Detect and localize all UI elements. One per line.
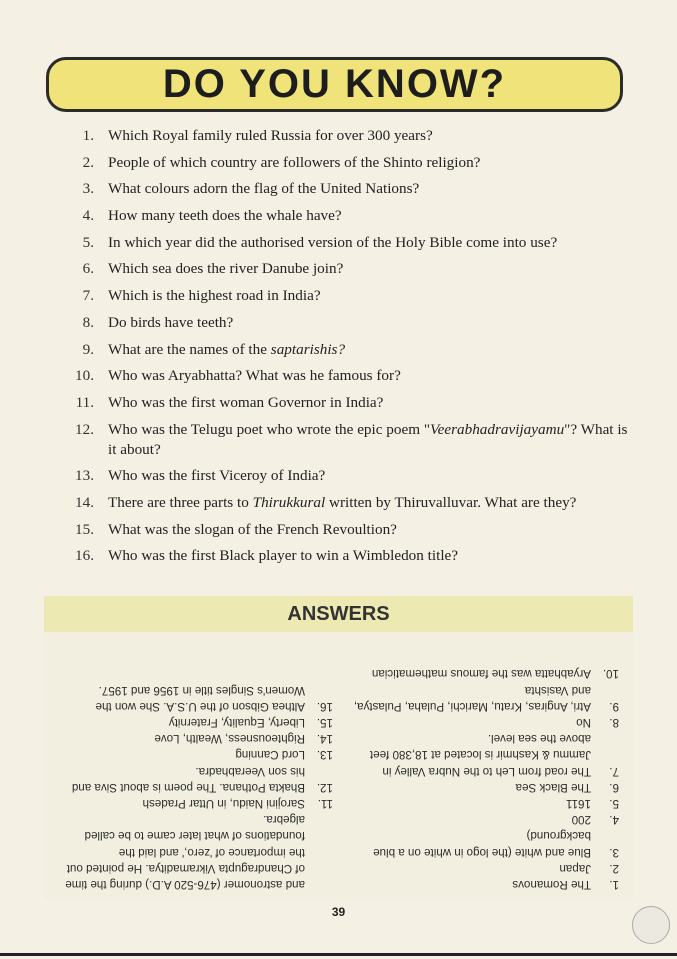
question-number: 9. <box>82 340 94 358</box>
question-text: Who was Aryabhatta? What was he famous for? <box>108 367 401 385</box>
question-text: Who was the first woman Governor in India? <box>108 393 384 411</box>
question-number: 5. <box>82 233 94 251</box>
answer-number: 16. <box>316 699 333 713</box>
question-number: 3. <box>82 180 94 198</box>
question-text: Who was the first Viceroy of India? <box>108 467 326 485</box>
answer-number: 5. <box>609 796 619 810</box>
question-text-part: written by Thiruvalluvar. What are they? <box>325 493 577 511</box>
answer-number: 14. <box>316 732 333 746</box>
question-text-part: Who was the Telugu poet who wrote the epic poem " <box>108 420 431 438</box>
question-text: Which is the highest road in India? <box>108 287 321 305</box>
answer-number: 8. <box>609 715 619 729</box>
question-item <box>60 206 630 226</box>
library-stamp-icon <box>632 906 670 944</box>
question-number: 11. <box>75 393 94 411</box>
answer-item <box>63 714 333 730</box>
question-item <box>60 153 630 173</box>
page-title: DO YOU KNOW? <box>162 62 507 106</box>
answer-item <box>63 730 333 746</box>
question-list <box>60 126 630 573</box>
answer-item <box>63 795 333 811</box>
answers-banner <box>44 596 633 632</box>
answer-item <box>349 681 619 713</box>
answer-item <box>349 779 619 795</box>
question-number: 15. <box>75 520 94 538</box>
question-text <box>108 493 630 513</box>
question-item <box>60 466 630 486</box>
answer-item <box>63 762 333 794</box>
answer-text: Althea Gibson of the U.S.A. She won the Women's Singles title in 1956 and 1957. <box>95 683 305 713</box>
answers-title: ANSWERS <box>287 602 390 625</box>
question-item <box>60 340 630 360</box>
answer-text: and astronomer (476-520 A.D.) during the time of Chandragupta Vikramaditya. He pointed out the importance of 'zero,' and laid the foundations of what later came to be called algebra. <box>65 813 305 891</box>
question-item <box>60 286 630 306</box>
question-number: 4. <box>82 207 94 225</box>
answers-upside-down <box>44 632 633 900</box>
question-item <box>60 493 630 513</box>
answer-text: Atri, Angiras, Kratu, Marichi, Pulaha, Pulastya, and Vasishta <box>353 683 591 713</box>
answer-text: Blue and white (the logo in white on a blue background) <box>373 829 591 859</box>
question-number: 13. <box>75 467 94 485</box>
question-number: 1. <box>82 127 94 144</box>
question-item <box>60 520 630 540</box>
question-text <box>108 420 630 460</box>
answer-text: Lord Canning <box>235 748 305 762</box>
bottom-divider <box>0 953 677 956</box>
question-text <box>108 340 630 360</box>
question-text: Which sea does the river Danube join? <box>108 260 344 278</box>
answer-text: Bhakta Pothana. The poem is about Siva and his son Veerabhadra. <box>71 764 305 794</box>
answer-number: 2. <box>609 861 619 875</box>
question-item <box>60 126 630 146</box>
question-item <box>60 546 630 566</box>
answer-item <box>349 860 619 876</box>
answer-text: The road from Leh to the Nubra Valley in Jammu & Kashmir is located at 18,380 feet above the sea level. <box>369 732 591 778</box>
answer-number <box>305 811 333 892</box>
answer-item <box>349 730 619 779</box>
question-number: 14. <box>75 493 94 511</box>
question-text-italic: Thirukkural <box>252 493 326 511</box>
question-number: 16. <box>75 547 94 565</box>
answers-column-right <box>63 681 333 892</box>
answer-text: 1611 <box>566 796 591 810</box>
question-text: Who was the first Black player to win a Wimbledon title? <box>108 547 459 565</box>
answer-number: 3. <box>609 845 619 859</box>
answer-number: 1. <box>609 878 619 891</box>
question-number: 10. <box>75 367 94 385</box>
answer-text: The Romanovs <box>512 878 591 891</box>
answer-number: 7. <box>609 764 619 778</box>
question-number: 7. <box>82 287 94 305</box>
answer-number: 6. <box>609 780 619 794</box>
title-banner <box>46 57 623 112</box>
question-item <box>60 366 630 386</box>
question-text-part: What are the names of the <box>108 340 271 358</box>
answer-item <box>349 811 619 827</box>
answers-column-left <box>349 665 619 892</box>
question-text-part: "? What is it about? <box>108 420 628 458</box>
answer-number: 13. <box>316 748 333 762</box>
question-item <box>60 420 630 460</box>
question-text: People of which country are followers of the Shinto religion? <box>108 153 481 171</box>
question-item <box>60 393 630 413</box>
question-text: What colours adorn the flag of the United Nations? <box>108 180 420 198</box>
question-text-part: There are three parts to <box>108 493 253 511</box>
answer-text: Aryabhatta was the famous mathematician <box>371 667 591 681</box>
answer-item <box>63 681 333 713</box>
question-text-italic: saptarishis? <box>270 340 346 358</box>
answer-number: 11. <box>317 796 333 810</box>
answer-number: 12. <box>316 780 333 794</box>
question-text: In which year did the authorised version of the Holy Bible come into use? <box>108 233 558 251</box>
answer-item <box>349 665 619 681</box>
question-item <box>60 233 630 253</box>
question-text: How many teeth does the whale have? <box>108 207 342 225</box>
answer-text: Sarojini Naidu, in Uttar Pradesh <box>142 796 305 810</box>
answer-number: 10. <box>602 667 619 681</box>
answer-number: 15. <box>316 715 333 729</box>
question-item <box>60 259 630 279</box>
answer-item <box>63 746 333 762</box>
question-item <box>60 313 630 333</box>
question-text: Which Royal family ruled Russia for over 300 years? <box>108 127 433 144</box>
page-number: 39 <box>331 905 346 919</box>
answer-text: Righteousness, Wealth, Love <box>154 732 305 746</box>
question-text-italic: Veerabhadravijayamu <box>430 420 565 438</box>
answer-text: Liberty, Equality, Fraternity <box>168 715 305 729</box>
answer-item <box>349 827 619 859</box>
answer-text: The Black Sea <box>515 780 591 794</box>
question-number: 8. <box>82 313 94 331</box>
answer-number: 4. <box>609 813 619 827</box>
answer-item <box>63 811 333 892</box>
question-text: Do birds have teeth? <box>108 313 234 331</box>
question-number: 6. <box>82 260 94 278</box>
answer-text: No <box>576 715 591 729</box>
question-item <box>60 179 630 199</box>
question-number: 2. <box>82 153 94 171</box>
answer-text: 200 <box>571 813 591 827</box>
answer-text: Japan <box>559 861 591 875</box>
answer-item <box>349 876 619 892</box>
question-text: What was the slogan of the French Revoultion? <box>108 520 397 538</box>
answer-number: 9. <box>609 699 619 713</box>
question-number: 12. <box>75 420 94 438</box>
answer-item <box>349 714 619 730</box>
answers-section <box>44 632 633 900</box>
answer-item <box>349 795 619 811</box>
